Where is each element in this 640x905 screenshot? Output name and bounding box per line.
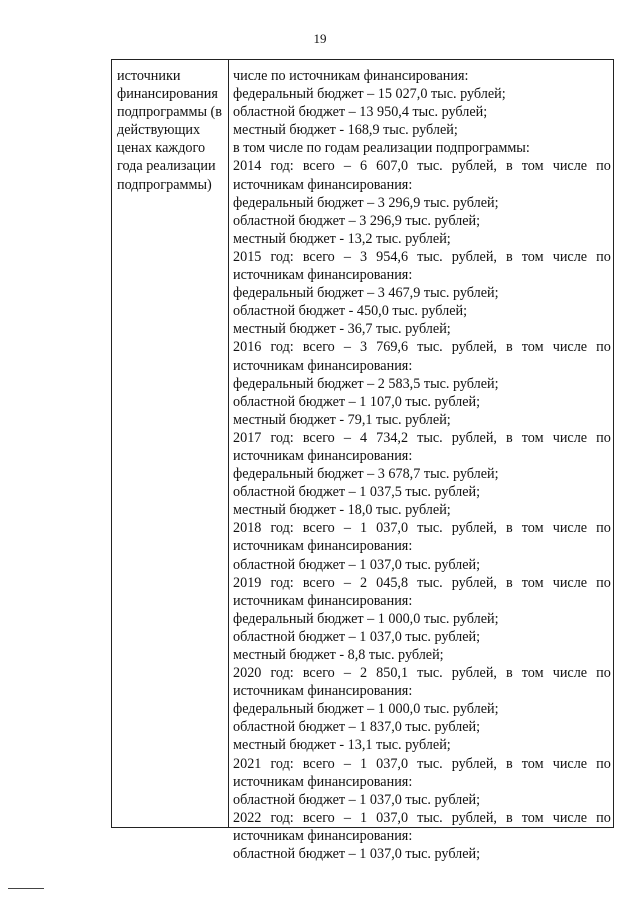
word: 2015: [233, 248, 262, 265]
word: том: [521, 574, 544, 591]
word: том: [521, 248, 544, 265]
word: 2016: [233, 339, 262, 356]
word: тыс.: [417, 248, 443, 265]
word: по: [596, 339, 611, 356]
label-line: источники: [117, 68, 181, 84]
word: в: [506, 339, 513, 356]
text-line: источникам финансирования:: [233, 683, 413, 700]
text-line: областной бюджет – 1 837,0 тыс. рублей;: [233, 719, 481, 736]
word: год:: [270, 429, 294, 446]
word: в: [506, 755, 513, 772]
word: числе: [552, 339, 588, 356]
word: по: [596, 665, 611, 682]
word: числе: [552, 520, 588, 537]
word: по: [596, 755, 611, 772]
word: всего: [302, 755, 335, 772]
word: всего: [302, 248, 335, 265]
text-line: местный бюджет - 79,1 тыс. рублей;: [233, 411, 451, 428]
word: в: [506, 665, 513, 682]
text-line: [233, 157, 611, 175]
word: год:: [270, 755, 294, 772]
word: всего: [302, 339, 335, 356]
word: по: [596, 520, 611, 537]
word: в: [506, 809, 513, 826]
footer-rule: [8, 888, 44, 889]
text-line: [233, 755, 611, 773]
word: рублей,: [451, 339, 497, 356]
word: числе: [552, 755, 588, 772]
word: 769,6: [376, 339, 409, 356]
word: 045,8: [376, 574, 409, 591]
text-line: областной бюджет – 3 296,9 тыс. рублей;: [233, 212, 481, 229]
text-line: источникам финансирования:: [233, 538, 413, 555]
text-line: областной бюджет – 1 037,5 тыс. рублей;: [233, 484, 481, 501]
word: тыс.: [417, 429, 443, 446]
value-cell: [233, 67, 611, 863]
text-line: числе по источникам финансирования:: [233, 68, 469, 84]
word: по: [596, 809, 611, 826]
word: 037,0: [376, 809, 409, 826]
text-line: источникам финансирования:: [233, 447, 413, 464]
word: –: [343, 429, 351, 446]
word: 2017: [233, 429, 262, 446]
word: том: [521, 809, 544, 826]
label-line: действующих: [117, 122, 201, 139]
word: год:: [270, 339, 294, 356]
word: рублей,: [451, 809, 497, 826]
word: год:: [270, 574, 294, 591]
text-line: [233, 429, 611, 447]
word: 607,0: [376, 158, 409, 175]
word: в: [506, 520, 513, 537]
text-line: федеральный бюджет – 2 583,5 тыс. рублей;: [233, 375, 499, 392]
word: 2020: [233, 665, 262, 682]
text-line: источникам финансирования:: [233, 592, 413, 609]
word: 2018: [233, 520, 262, 537]
word: год:: [270, 248, 294, 265]
word: тыс.: [417, 755, 443, 772]
word: том: [521, 665, 544, 682]
text-line: федеральный бюджет – 1 000,0 тыс. рублей;: [233, 610, 499, 627]
column-divider: [228, 60, 229, 827]
word: всего: [302, 809, 335, 826]
word: –: [343, 755, 351, 772]
text-line: местный бюджет - 13,2 тыс. рублей;: [233, 230, 451, 247]
label-line: года реализации: [117, 158, 216, 175]
word: –: [343, 665, 351, 682]
word: тыс.: [417, 809, 443, 826]
word: том: [521, 339, 544, 356]
word: рублей,: [451, 755, 497, 772]
page-number: 19: [313, 31, 327, 46]
word: тыс.: [417, 339, 443, 356]
word: год:: [270, 520, 294, 537]
text-line: федеральный бюджет – 1 000,0 тыс. рублей;: [233, 701, 499, 718]
word: 4: [359, 429, 368, 446]
text-line: [233, 664, 611, 682]
word: по: [596, 158, 611, 175]
word: тыс.: [417, 574, 443, 591]
word: всего: [302, 429, 335, 446]
word: 2022: [233, 809, 262, 826]
word: числе: [552, 429, 588, 446]
text-line: местный бюджет - 18,0 тыс. рублей;: [233, 502, 451, 519]
word: рублей,: [451, 248, 497, 265]
text-line: областной бюджет – 1 037,0 тыс. рублей;: [233, 628, 481, 645]
word: тыс.: [417, 520, 443, 537]
word: –: [343, 158, 351, 175]
word: том: [521, 158, 544, 175]
word: всего: [302, 158, 335, 175]
word: год:: [270, 665, 294, 682]
text-line: местный бюджет - 13,1 тыс. рублей;: [233, 737, 451, 754]
label-line: подпрограммы (в: [117, 104, 222, 121]
word: –: [343, 339, 351, 356]
text-line: областной бюджет – 13 950,4 тыс. рублей;: [233, 104, 488, 121]
word: рублей,: [451, 429, 497, 446]
text-line: областной бюджет – 1 037,0 тыс. рублей;: [233, 846, 481, 863]
word: 2021: [233, 755, 262, 772]
word: 037,0: [376, 520, 409, 537]
text-line: источникам финансирования:: [233, 773, 413, 790]
word: 1: [359, 520, 368, 537]
word: по: [596, 248, 611, 265]
text-line: [233, 809, 611, 827]
word: –: [343, 809, 351, 826]
word: в: [506, 248, 513, 265]
word: 2019: [233, 574, 262, 591]
word: 2: [359, 665, 368, 682]
text-line: местный бюджет - 168,9 тыс. рублей;: [233, 122, 458, 139]
word: числе: [552, 665, 588, 682]
word: 3: [359, 248, 368, 265]
word: рублей,: [451, 665, 497, 682]
text-line: источникам финансирования:: [233, 357, 413, 374]
word: –: [343, 574, 351, 591]
text-line: федеральный бюджет – 15 027,0 тыс. рублей;: [233, 86, 506, 103]
word: год:: [270, 158, 294, 175]
word: 850,1: [376, 665, 409, 682]
word: тыс.: [417, 665, 443, 682]
word: 2014: [233, 158, 262, 175]
text-line: областной бюджет – 1 107,0 тыс. рублей;: [233, 393, 481, 410]
text-line: областной бюджет – 1 037,0 тыс. рублей;: [233, 556, 481, 573]
text-line: в том числе по годам реализации подпрограммы:: [233, 140, 530, 157]
text-line: источникам финансирования:: [233, 176, 413, 193]
text-line: федеральный бюджет – 3 467,9 тыс. рублей;: [233, 285, 499, 302]
word: 2: [359, 574, 368, 591]
text-line: местный бюджет - 36,7 тыс. рублей;: [233, 321, 451, 338]
word: числе: [552, 809, 588, 826]
text-line: источникам финансирования:: [233, 827, 413, 844]
text-line: областной бюджет - 450,0 тыс. рублей;: [233, 303, 468, 320]
funding-table: [111, 59, 614, 863]
word: год:: [270, 809, 294, 826]
word: по: [596, 574, 611, 591]
label-line: финансирования: [117, 86, 218, 103]
text-line: [233, 574, 611, 592]
word: по: [596, 429, 611, 446]
word: в: [506, 158, 513, 175]
word: всего: [302, 574, 335, 591]
word: –: [343, 248, 351, 265]
text-line: областной бюджет – 1 037,0 тыс. рублей;: [233, 791, 481, 808]
word: в: [506, 574, 513, 591]
word: 6: [359, 158, 368, 175]
word: всего: [302, 520, 335, 537]
word: числе: [552, 248, 588, 265]
word: 1: [359, 809, 368, 826]
word: том: [521, 520, 544, 537]
word: –: [343, 520, 351, 537]
text-line: источникам финансирования:: [233, 267, 413, 284]
word: числе: [552, 574, 588, 591]
word: 954,6: [376, 248, 409, 265]
word: 1: [359, 755, 368, 772]
label-line: подпрограммы): [117, 176, 212, 193]
label-line: ценах каждого: [117, 140, 206, 157]
word: рублей,: [451, 520, 497, 537]
word: 3: [359, 339, 368, 356]
word: том: [521, 429, 544, 446]
word: 734,2: [376, 429, 409, 446]
text-line: федеральный бюджет – 3 296,9 тыс. рублей;: [233, 194, 499, 211]
word: в: [506, 429, 513, 446]
text-line: [233, 338, 611, 356]
word: рублей,: [451, 574, 497, 591]
text-line: [233, 248, 611, 266]
word: 037,0: [376, 755, 409, 772]
word: всего: [302, 665, 335, 682]
text-line: местный бюджет - 8,8 тыс. рублей;: [233, 647, 444, 663]
word: рублей,: [451, 158, 497, 175]
text-line: [233, 519, 611, 537]
word: том: [521, 755, 544, 772]
word: числе: [552, 158, 588, 175]
label-cell: [117, 67, 227, 194]
word: тыс.: [417, 158, 443, 175]
text-line: федеральный бюджет – 3 678,7 тыс. рублей;: [233, 466, 499, 483]
